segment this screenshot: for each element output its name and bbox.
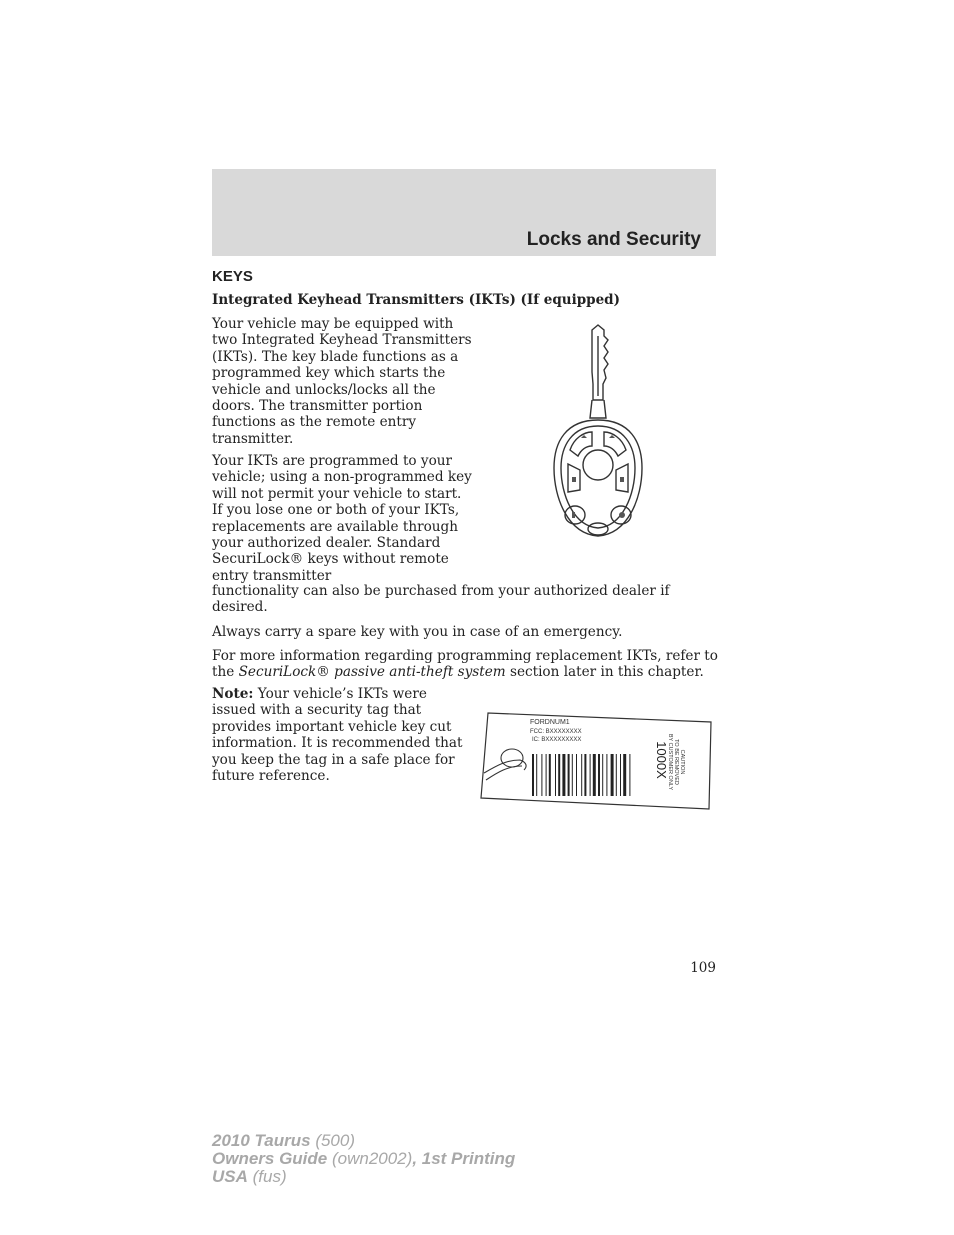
more-info-text: For more information regarding programming replacement IKTs, refer to the	[212, 648, 718, 681]
barcode-bar	[611, 754, 614, 796]
barcode-bar	[555, 754, 556, 796]
barcode-bar	[620, 754, 621, 796]
barcode-bar	[598, 754, 600, 796]
security-tag-illustration	[478, 708, 714, 813]
tag-line-2: FCC: BXXXXXXXX	[530, 729, 582, 735]
section-title: Locks and Security	[526, 229, 701, 250]
barcode-bar	[568, 754, 570, 796]
barcode-bar	[546, 754, 547, 796]
footer-region-code: (fus)	[247, 1167, 287, 1186]
integrated-keyhead-transmitter-illustration	[548, 322, 648, 550]
barcode-bar	[623, 754, 626, 796]
paragraph-more-info	[212, 648, 722, 681]
more-info-text-end: section later in this chapter.	[505, 664, 704, 681]
footer-line-model	[212, 1132, 515, 1150]
barcode-bar	[590, 754, 591, 796]
tag-line-1: FORDNUM1	[530, 719, 570, 726]
barcode-bar	[593, 754, 596, 796]
footer-printing: , 1st Printing	[412, 1149, 516, 1168]
footer-line-region	[212, 1168, 515, 1186]
barcode-bar	[576, 754, 577, 796]
barcode-bar	[541, 754, 542, 796]
footer-region: USA	[212, 1167, 248, 1186]
barcode-bar	[549, 754, 551, 796]
paragraph-ikt-programming: Your IKTs are programmed to your vehicle; using a non-programmed key will not permit your vehicle to start. If you lose one or both of your IKTs, replacements are available through your authorized dealer. Standard SecuriLock® keys without remote entry transmitter	[212, 453, 472, 584]
subheading-ikt: Integrated Keyhead Transmitters (IKTs) (If equipped)	[212, 292, 621, 308]
paragraph-note	[212, 686, 472, 784]
barcode-bar	[536, 754, 537, 796]
barcode-bar	[584, 754, 586, 796]
footer-model: 2010 Taurus	[212, 1131, 311, 1150]
section-header-band	[212, 169, 716, 256]
footer-print-info	[212, 1132, 515, 1186]
barcode-bar	[572, 754, 573, 796]
heading-keys: KEYS	[212, 268, 253, 285]
footer-guide: Owners Guide	[212, 1149, 328, 1168]
footer-model-code: (500)	[310, 1131, 356, 1150]
footer-guide-code: (own2002)	[327, 1149, 413, 1168]
page-number: 109	[690, 960, 716, 976]
barcode-bar	[558, 754, 560, 796]
note-label: Note:	[212, 686, 254, 702]
securilock-reference: SecuriLock® passive anti-theft system	[238, 664, 506, 681]
footer-line-guide	[212, 1150, 515, 1168]
barcode-bar	[532, 754, 534, 796]
note-text: Your vehicle’s IKTs were issued with a security tag that provides important vehicle key cut information. It is recommended that you keep the tag in a safe place for future reference.	[212, 686, 463, 785]
barcode-bar	[581, 754, 582, 796]
tag-caution-2: TO BE REMOVED	[673, 739, 679, 785]
barcode-bar	[629, 754, 630, 796]
paragraph-ikt-programming-cont: functionality can also be purchased from your authorized dealer if desired.	[212, 583, 670, 616]
barcode-bar	[606, 754, 607, 796]
tag-caution-3: BY CUSTOMER ONLY	[667, 733, 673, 791]
paragraph-ikt-intro: Your vehicle may be equipped with two Integrated Keyhead Transmitters (IKTs). The key blade functions as a programmed key which starts the vehicle and unlocks/locks all the doors. The transmitter portion functions as the remote entry transmitter.	[212, 316, 472, 447]
barcode-bar	[562, 754, 565, 796]
tag-caution-1: CAUTION	[679, 749, 685, 775]
barcode-bar	[602, 754, 603, 796]
tag-code: 1000X	[654, 741, 669, 779]
barcode-bar	[616, 754, 617, 796]
paragraph-spare-key: Always carry a spare key with you in case of an emergency.	[212, 624, 623, 640]
tag-line-3: IC: BXXXXXXXXX	[532, 737, 582, 743]
